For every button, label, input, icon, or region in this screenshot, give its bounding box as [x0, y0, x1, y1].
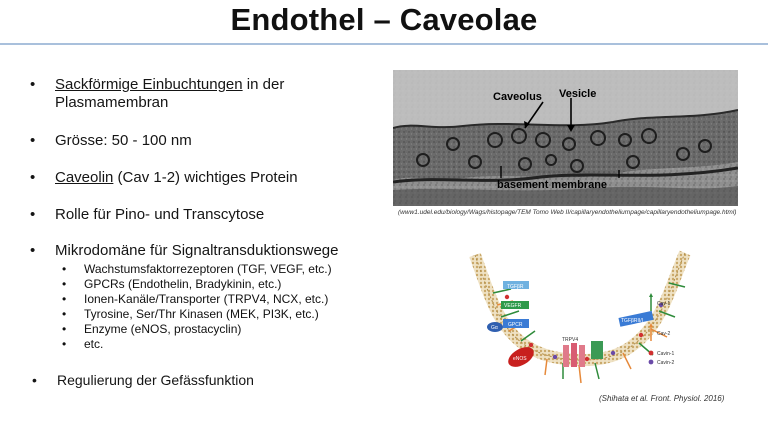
- bullet-dot: •: [30, 206, 36, 223]
- svg-text:Cavin-2: Cavin-2: [657, 360, 675, 366]
- electron-micrograph: [393, 70, 738, 206]
- svg-text:Cavin-1: Cavin-1: [657, 351, 675, 357]
- bullet-dot: •: [30, 169, 36, 186]
- title-divider: [0, 43, 768, 45]
- svg-text:Cav-2: Cav-2: [657, 331, 671, 337]
- caveolae-diagram: [463, 245, 703, 395]
- bullet-dot: •: [30, 242, 36, 259]
- bullet-dot: •: [30, 132, 36, 149]
- micrograph-credit: (www1.udel.edu/biology/Wags/histopage/TEM Tomo Web II/capillaryendotheliumpage/capillaryendotheliumpage.html): [398, 209, 737, 216]
- bullet-dot: •: [30, 76, 36, 93]
- svg-text:Cav-1: Cav-1: [657, 301, 671, 307]
- label-vesicle: Vesicle: [559, 88, 597, 100]
- svg-text:VEGFR: VEGFR: [504, 303, 522, 309]
- svg-text:TGFβR: TGFβR: [507, 284, 524, 290]
- term-caveolin: Caveolin: [55, 169, 114, 186]
- bullet-dot: •: [32, 372, 37, 388]
- label-caveolus: Caveolus: [493, 91, 542, 103]
- micrograph-image: [393, 70, 738, 206]
- svg-text:TGFβRII/I: TGFβRII/I: [621, 318, 644, 324]
- svg-text:Gα: Gα: [491, 325, 498, 331]
- term-sackfoermige-einbuchtungen: Sackförmige Einbuchtungen: [55, 76, 243, 93]
- ncx-transporter: [591, 341, 603, 359]
- svg-text:GPCR: GPCR: [508, 322, 523, 328]
- label-basement-membrane: basement membrane: [497, 179, 608, 191]
- caveolae-schematic: [463, 245, 703, 395]
- slide-title: Endothel – Caveolae: [230, 2, 538, 37]
- svg-text:eNOS: eNOS: [513, 356, 527, 362]
- trpv4-channel: [563, 343, 585, 367]
- svg-text:TRPV4: TRPV4: [562, 337, 579, 343]
- diagram-credit: (Shihata et al. Front. Physiol. 2016): [599, 394, 725, 403]
